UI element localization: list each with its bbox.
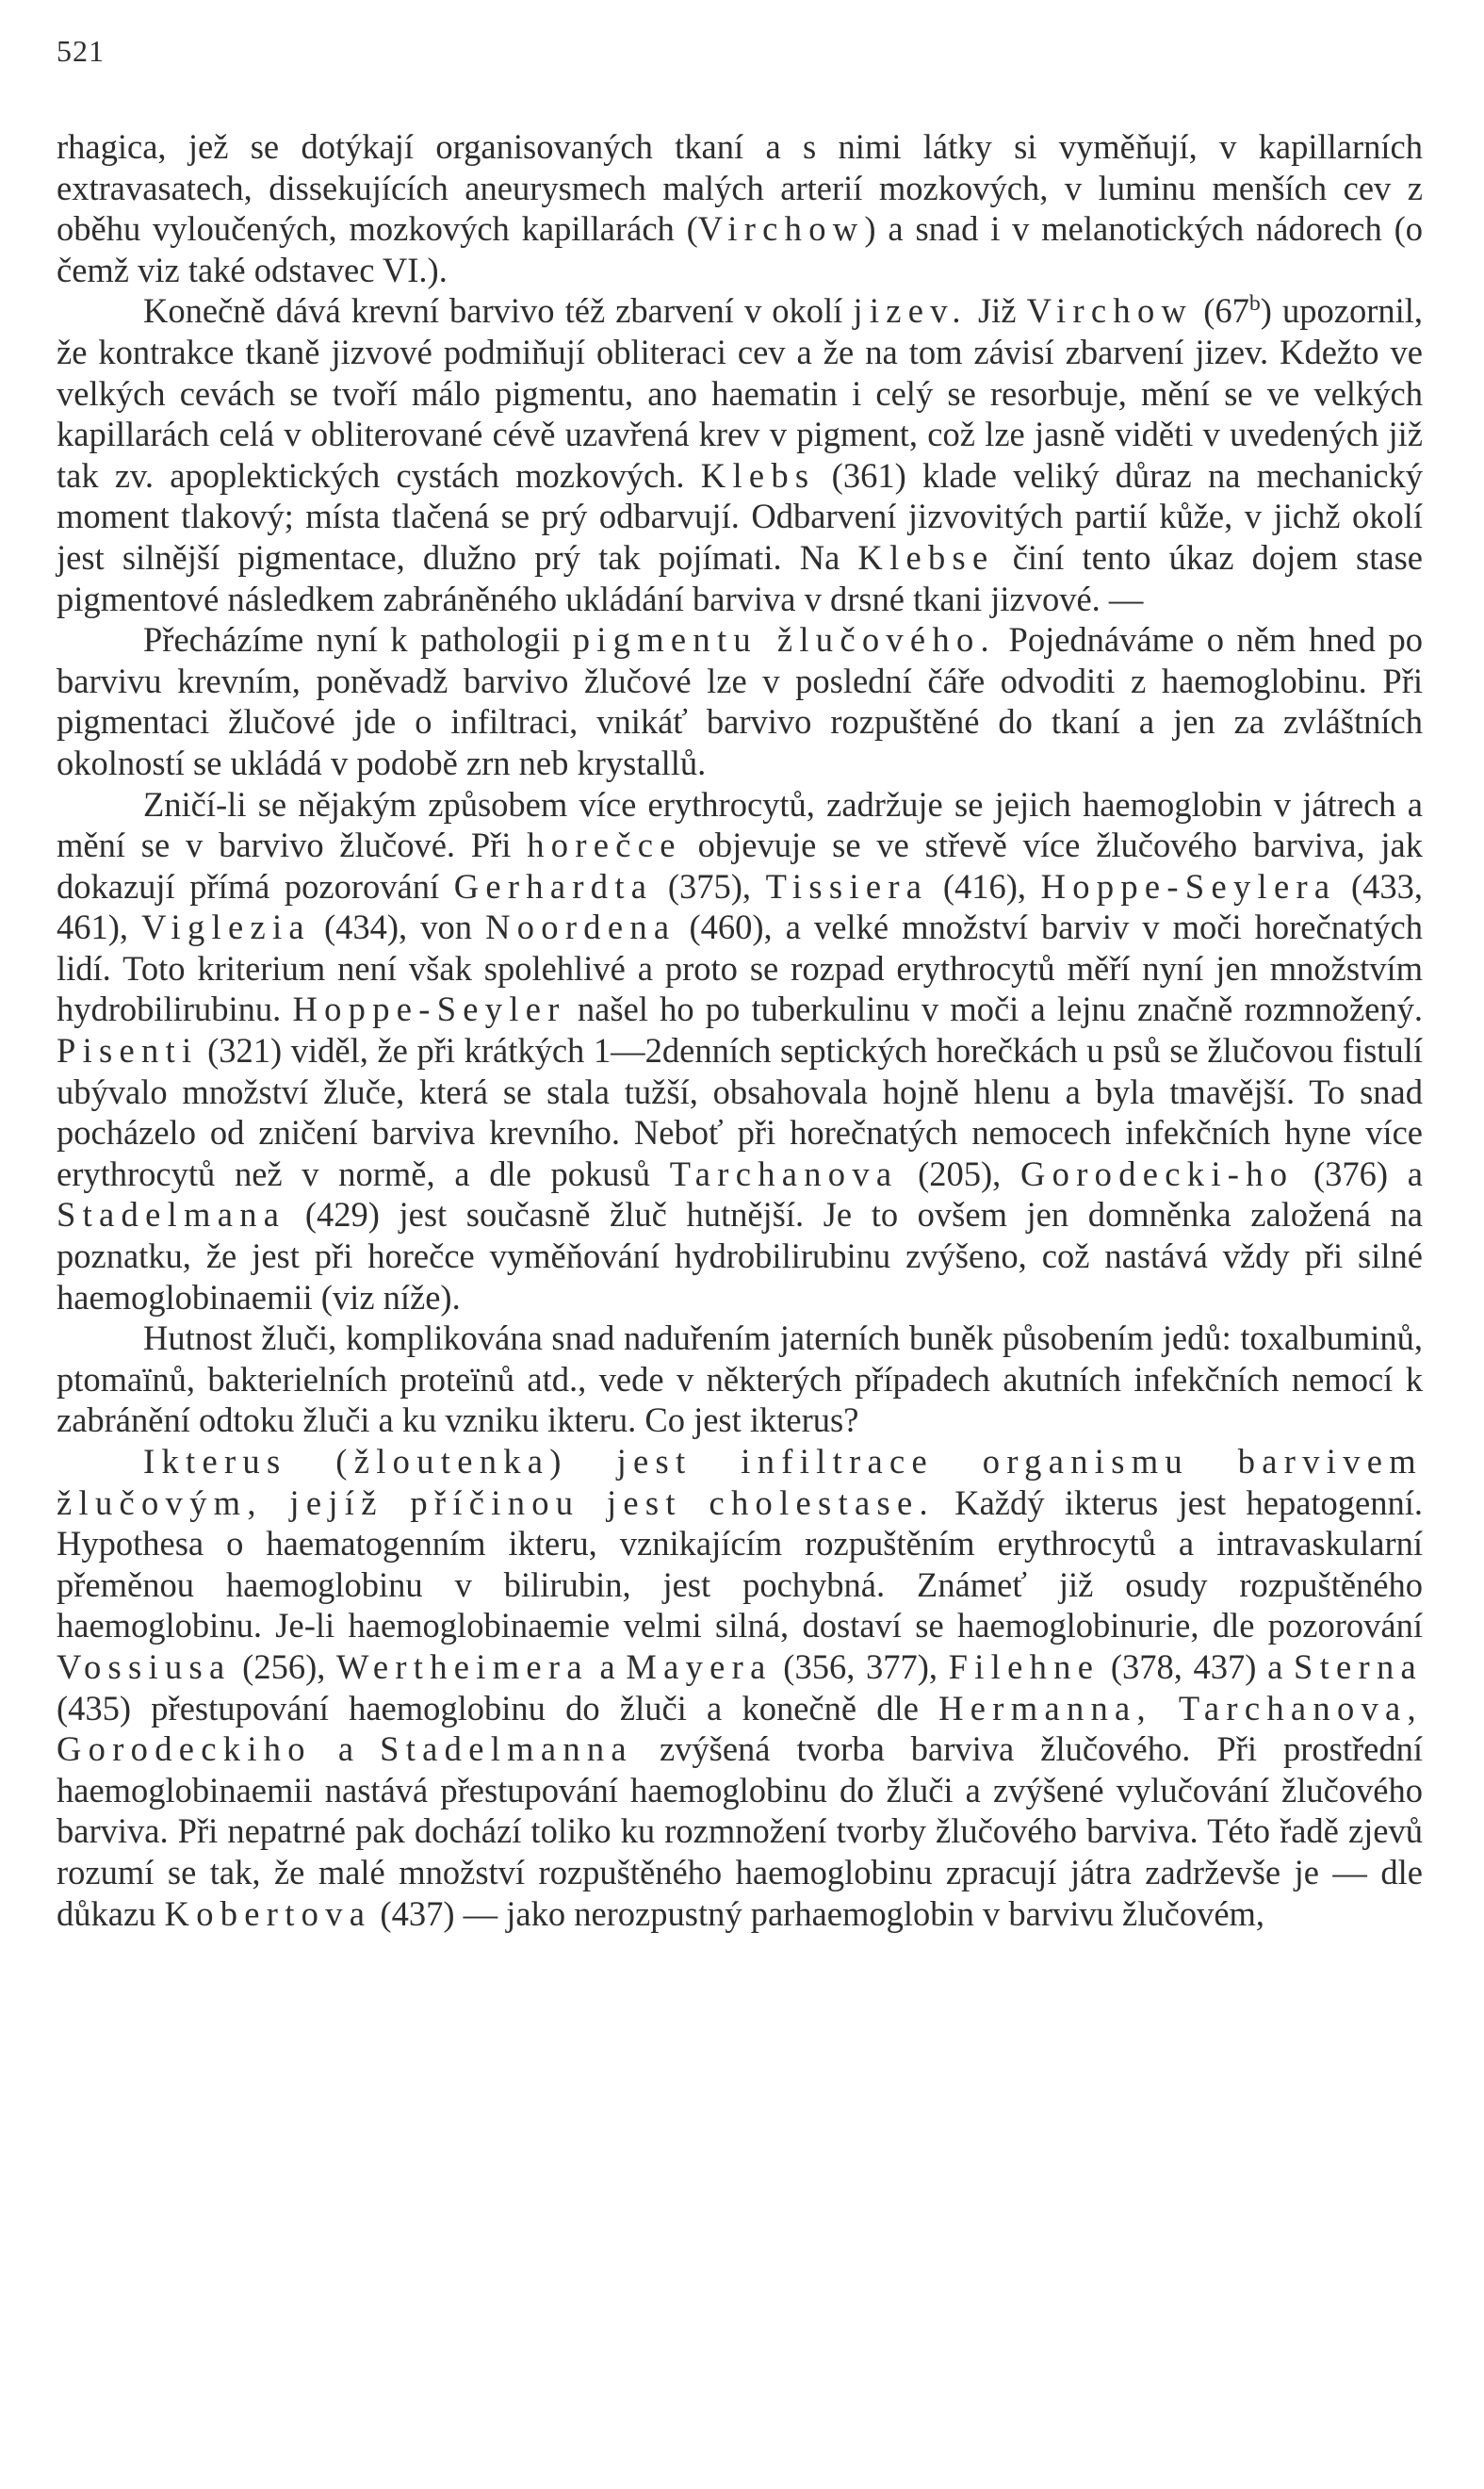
spaced-emphasis: Sterna <box>1293 1646 1424 1686</box>
spaced-emphasis: Mayera <box>626 1646 773 1686</box>
spaced-emphasis: Hoppe-Seylera <box>1040 866 1337 906</box>
body-text <box>57 126 1423 1934</box>
text-run: a <box>311 1729 381 1769</box>
text-run: Zničí-li se nějakým způsobem více erythrocytů, zadržuje se jejich haemoglobin v játrech a mění se v barvivo žlučové. Při <box>57 784 1423 865</box>
text-run: rhagica, jež se dotýkají organisovaných tkaní a s nimi látky si vyměňují, v kapillarních extravasatech, dissekujících aneurysmech malých arterií mozkových, v luminu menších cev z oběhu vyloučených, mozkových kapillarách ( <box>57 127 1423 249</box>
spaced-emphasis: pigmentu žlučového. <box>572 620 996 660</box>
text-run: (437) — jako nerozpustný parhaemoglobin v barvivu žlučovém, <box>371 1893 1265 1933</box>
paragraph <box>57 290 1423 619</box>
text-run: (435) přestupování haemoglobinu do žluči a konečně dle <box>57 1688 939 1728</box>
text-run: (356, 377), <box>772 1646 949 1686</box>
spaced-emphasis: Kobertova <box>164 1893 372 1933</box>
text-run: (321) viděl, že při krátkých 1—2denních septických horečkách u psů se žlučovou fistulí ubývalo množství žluče, která se stala tužší, obsahovala hojně hlenu a byla tmavější. To snad pocházelo od zničení barviva krevního. Neboť při horečnatých nemocech infekčních hyne více erythrocytů než v normě, a dle pokusů <box>57 1031 1423 1193</box>
text-run: (434), von <box>310 908 486 947</box>
spaced-emphasis: Tissiera <box>765 866 929 906</box>
text-run: (429) jest současně žluč hutnější. Je to ovšem jen domněnka založená na poznatku, že jest při horečce vyměňování hydrobilirubinu zvýšeno, což nastává vždy při silné haemoglobinaemii (viz níže). <box>57 1195 1423 1317</box>
text-run: Konečně dává krevní barvivo též zbarvení v okolí <box>143 291 854 331</box>
text-run: (376) a <box>1294 1154 1423 1193</box>
spaced-emphasis: jizev. <box>853 291 968 331</box>
text-run: (433, 461), <box>57 866 1424 947</box>
text-run: (256), <box>231 1646 336 1686</box>
text-run: (378, 437) a <box>1100 1646 1294 1686</box>
text-run: našel ho po tuberkulinu v moči a lejnu značně rozmnožený. <box>565 990 1424 1029</box>
text-run: objevuje se ve střevě více žlučového barviva, jak dokazují přímá pozorování <box>57 826 1423 906</box>
text-run: (67 <box>1193 291 1249 331</box>
text-run: Již <box>967 291 1027 331</box>
text-run: Každý ikterus jest hepatogenní. Hypothesa o haematogenním ikteru, vznikajícím rozpuštěním erythrocytů a intravaskularní přeměnou haemoglobinu v bilirubin, jest pochybná. Známeť již osudy rozpuštěného haemoglobinu. Je-li haemoglobinaemie velmi silná, dostaví se haemoglobinurie, dle pozorování <box>57 1482 1424 1646</box>
paragraph <box>57 1441 1423 1934</box>
spaced-emphasis: horečce <box>527 826 682 865</box>
spaced-emphasis: Tarchanova <box>669 1154 899 1193</box>
spaced-emphasis: Viglezia <box>141 908 311 947</box>
paragraph <box>57 126 1423 290</box>
spaced-emphasis: Stadelmana <box>57 1195 286 1235</box>
text-run: Pojednáváme o něm hned po barvivu krevním, poněvadž barvivo žlučové lze v poslední čáře odvoditi z haemoglobinu. Při pigmentaci žlučové jde o infiltraci, vnikáť barvivo rozpuštěné do tkaní a jen za zvláštních okolností se ukládá v podobě zrn neb krystallů. <box>57 620 1423 782</box>
text-run: (416), <box>928 866 1041 906</box>
text-run: (205), <box>898 1154 1021 1193</box>
text-run: Hutnost žluči, komplikována snad naduřením jaterních buněk působením jedů: toxalbuminů, ptomaïnů, bakterielních proteïnů atd., vede v některých případech akutních infekčních nemocí k zabránění odtoku žluči a ku vzniku ikteru. Co jest ikterus? <box>57 1318 1423 1440</box>
spaced-emphasis: Vossiusa <box>57 1646 232 1686</box>
spaced-emphasis: Pisenti <box>57 1031 199 1071</box>
text-run: a <box>588 1646 627 1686</box>
paragraph <box>57 619 1423 783</box>
text-run: Přecházíme nyní k pathologii <box>143 620 573 660</box>
spaced-emphasis: Ikterus (žloutenka) jest infiltrace organismu barvivem žlučovým, jejíž příčinou jest cholestase. <box>57 1442 1423 1522</box>
spaced-emphasis: Gerhardta <box>453 866 654 906</box>
text-run: (375), <box>653 866 766 906</box>
paragraph <box>57 784 1423 1318</box>
spaced-emphasis: Hoppe-Seyler <box>292 990 566 1029</box>
text-run: zvýšená tvorba barviva žlučového. Při prostřední haemoglobinaemii nastává přestupování haemoglobinu do žluči a zvýšené vylučování žlučového barviva. Při nepatrné pak dochází toliko ku rozmnožení tvorby žlučového barviva. Této řadě zjevů rozumí se tak, že malé množství rozpuštěného haemoglobinu zpracují játra zadrževše je — dle důkazu <box>57 1729 1423 1933</box>
spaced-emphasis: Noordena <box>485 908 677 947</box>
spaced-emphasis: Filehne <box>948 1646 1101 1686</box>
text-run: (460), a velké množství barviv v moči horečnatých lidí. Toto kriterium není však spolehlivé a proto se rozpad erythrocytů měří nyní jen množstvím hydrobilirubinu. <box>57 908 1423 1029</box>
paragraph <box>57 1318 1423 1441</box>
text-run: (361) klade veliký důraz na mechanický moment tlakový; místa tlačená se prý odbarvují. Odbarvení jizvovitých partií kůže, v jichž okolí jest silnější pigmentace, dlužno prý tak pojímati. Na <box>57 455 1423 577</box>
spaced-emphasis: Stadelmanna <box>380 1729 633 1769</box>
spaced-emphasis: Hermanna, Tarchanova, Gorodeckiho <box>57 1688 1423 1769</box>
superscript: b <box>1248 291 1261 317</box>
spaced-emphasis: Klebs <box>700 455 816 495</box>
text-run: ) a snad i v melanotických nádorech (o čemž viz také odstavec VI.). <box>57 209 1423 289</box>
text-run: ) upozornil, že kontrakce tkaně jizvové podmiňují obliteraci cev a že na tom závisí zbarvení jizev. Kdežto ve velkých cevách se tvoří málo pigmentu, ano haematin i celý se resorbuje, mění se ve velkých kapillarách celá v obliterované cévě uzavřená krev v pigment, což lze jasně viděti v uvedených již tak zv. apoplektických cystách mozkových. <box>57 291 1424 495</box>
text-run: činí tento úkaz dojem stase pigmentové následkem zabráněného ukládání barviva v drsné tkani jizvové. — <box>57 537 1423 618</box>
spaced-emphasis: Gorodecki-ho <box>1020 1154 1295 1193</box>
page-number: 521 <box>57 34 105 68</box>
spaced-emphasis: Virchow <box>697 209 865 249</box>
spaced-emphasis: Wertheimera <box>336 1646 589 1686</box>
spaced-emphasis: Klebse <box>857 537 995 577</box>
spaced-emphasis: Virchow <box>1026 291 1194 331</box>
